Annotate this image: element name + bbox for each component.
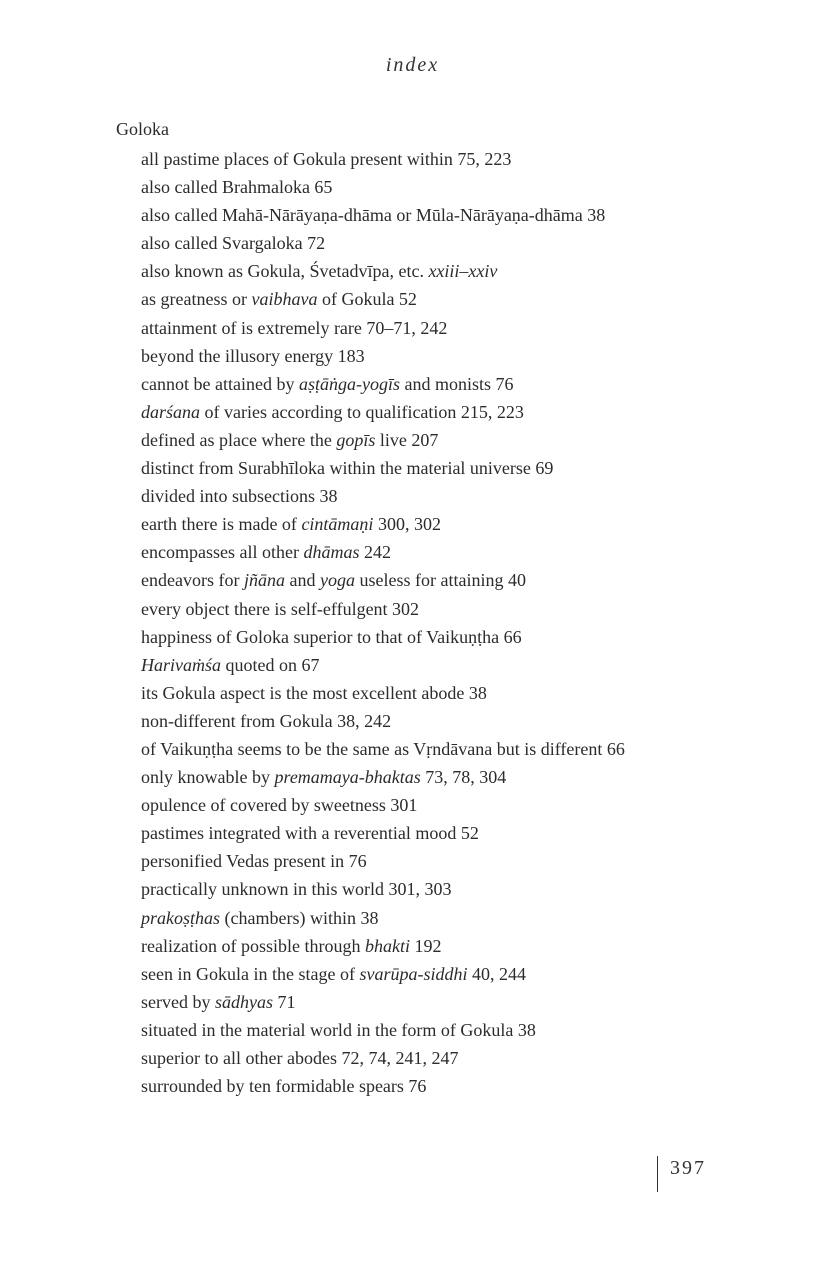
index-entry	[141, 201, 711, 229]
entry-italic-term: premamaya-bhaktas	[274, 767, 421, 788]
index-entry	[141, 173, 711, 201]
index-entry	[141, 623, 711, 651]
entry-italic-term: svarūpa-siddhi	[359, 963, 468, 984]
entry-text: earth there is made of	[141, 514, 302, 535]
index-entry	[141, 904, 711, 932]
entry-text: as greatness or	[141, 289, 252, 310]
entry-italic-term: vaibhava	[251, 289, 318, 310]
entry-italic-term: Harivaṁśa	[141, 654, 221, 675]
entry-text: situated in the material world in the form of Gokula 38	[141, 1019, 536, 1040]
entry-text: all pastime places of Gokula present within 75, 223	[141, 149, 512, 169]
index-entry	[141, 538, 711, 566]
entry-text: non-different from Gokula 38, 242	[141, 710, 392, 731]
entry-italic-term: bhakti	[364, 935, 410, 956]
page-number: 397	[670, 1157, 706, 1179]
entry-text: cannot be attained by	[141, 373, 299, 394]
page-number-rule	[657, 1156, 658, 1192]
entry-text: personified Vedas present in 76	[141, 851, 367, 872]
index-entry	[141, 314, 711, 342]
entry-text: 40, 244	[467, 963, 526, 984]
entry-italic-term: yoga	[319, 570, 355, 591]
entry-italic-term: darśana	[141, 401, 201, 422]
entry-text: quoted on 67	[221, 654, 320, 675]
entry-italic-term: jñāna	[243, 570, 285, 591]
index-entry	[141, 510, 711, 538]
index-entry	[141, 370, 711, 398]
entry-text: 300, 302	[373, 514, 441, 535]
entry-text: pastimes integrated with a reverential mood 52	[141, 823, 479, 844]
entry-text: 71	[272, 991, 296, 1012]
index-entry	[141, 932, 711, 960]
entry-text: also called Mahā-Nārāyaṇa-dhāma or Mūla-Nārāyaṇa-dhāma 38	[141, 205, 606, 226]
index-entry	[141, 1072, 711, 1100]
index-heading: Goloka	[116, 119, 169, 139]
index-entry	[141, 988, 711, 1016]
index-entry	[141, 566, 711, 594]
entry-text: seen in Gokula in the stage of	[141, 963, 360, 984]
entry-text: served by	[141, 991, 215, 1012]
entry-text: and monists 76	[399, 373, 514, 394]
entry-italic-term: xxiii–xxiv	[428, 261, 498, 282]
index-entry	[141, 960, 711, 988]
index-entry	[141, 454, 711, 482]
entry-italic-term: gopīs	[336, 429, 376, 450]
index-entry	[141, 398, 711, 426]
entry-text: practically unknown in this world 301, 303	[141, 879, 452, 900]
index-entry	[141, 735, 711, 763]
index-entry	[141, 595, 711, 623]
entry-italic-term: prakoṣṭhas	[141, 907, 221, 928]
index-entry	[141, 229, 711, 257]
index-entry	[141, 482, 711, 510]
entry-text: beyond the illusory energy 183	[141, 345, 365, 366]
index-entry	[141, 819, 711, 847]
index-entry	[141, 426, 711, 454]
entry-text: (chambers) within 38	[220, 907, 379, 928]
entry-text: useless for attaining 40	[354, 570, 526, 591]
index-entry	[141, 679, 711, 707]
entry-text: also known as Gokula, Śvetadvīpa, etc.	[141, 261, 429, 282]
entry-text: endeavors for	[141, 570, 244, 591]
entry-text: its Gokula aspect is the most excellent abode 38	[141, 682, 487, 703]
index-entry	[141, 342, 711, 370]
entry-text: defined as place where the	[141, 429, 337, 450]
entry-text: opulence of covered by sweetness 301	[141, 795, 418, 816]
index-entries	[141, 145, 711, 1100]
index-entry	[141, 875, 711, 903]
entry-text: divided into subsections 38	[141, 486, 338, 507]
index-entry	[141, 707, 711, 735]
index-entry	[141, 763, 711, 791]
entry-text: of Vaikuṇṭha seems to be the same as Vṛndāvana but is different 66	[141, 738, 625, 759]
entry-text: also called Svargaloka 72	[141, 233, 326, 254]
entry-italic-term: aṣṭāṅga-yogīs	[298, 373, 400, 394]
entry-text: happiness of Goloka superior to that of Vaikuṇṭha 66	[141, 626, 522, 647]
entry-text: surrounded by ten formidable spears 76	[141, 1076, 427, 1097]
entry-text: 73, 78, 304	[420, 767, 507, 788]
entry-text: of Gokula 52	[317, 289, 417, 310]
entry-text: realization of possible through	[141, 935, 365, 956]
index-entry	[141, 651, 711, 679]
entry-text: also called Brahmaloka 65	[141, 177, 333, 198]
entry-text: superior to all other abodes 72, 74, 241, 247	[141, 1048, 459, 1068]
entry-text: attainment of is extremely rare 70–71, 242	[141, 317, 448, 338]
entry-text: only knowable by	[141, 767, 275, 788]
index-entry	[141, 285, 711, 313]
index-entry	[141, 847, 711, 875]
entry-text: distinct from Surabhīloka within the material universe 69	[141, 458, 554, 479]
entry-italic-term: dhāmas	[303, 542, 360, 563]
entry-text: every object there is self-effulgent 302	[141, 598, 420, 619]
index-entry	[141, 145, 711, 173]
index-entry	[141, 791, 711, 819]
index-entry	[141, 257, 711, 285]
entry-text: encompasses all other	[141, 542, 304, 563]
entry-text: 192	[409, 935, 442, 956]
running-head: index	[385, 54, 440, 76]
entry-italic-term: cintāmaṇi	[301, 514, 374, 535]
index-entry	[141, 1044, 711, 1072]
entry-italic-term: sādhyas	[214, 991, 273, 1012]
entry-text: and	[284, 570, 320, 591]
entry-text: live 207	[375, 429, 439, 450]
index-entry	[141, 1016, 711, 1044]
entry-text: of varies according to qualification 215, 223	[200, 401, 524, 422]
entry-text: 242	[359, 542, 391, 563]
